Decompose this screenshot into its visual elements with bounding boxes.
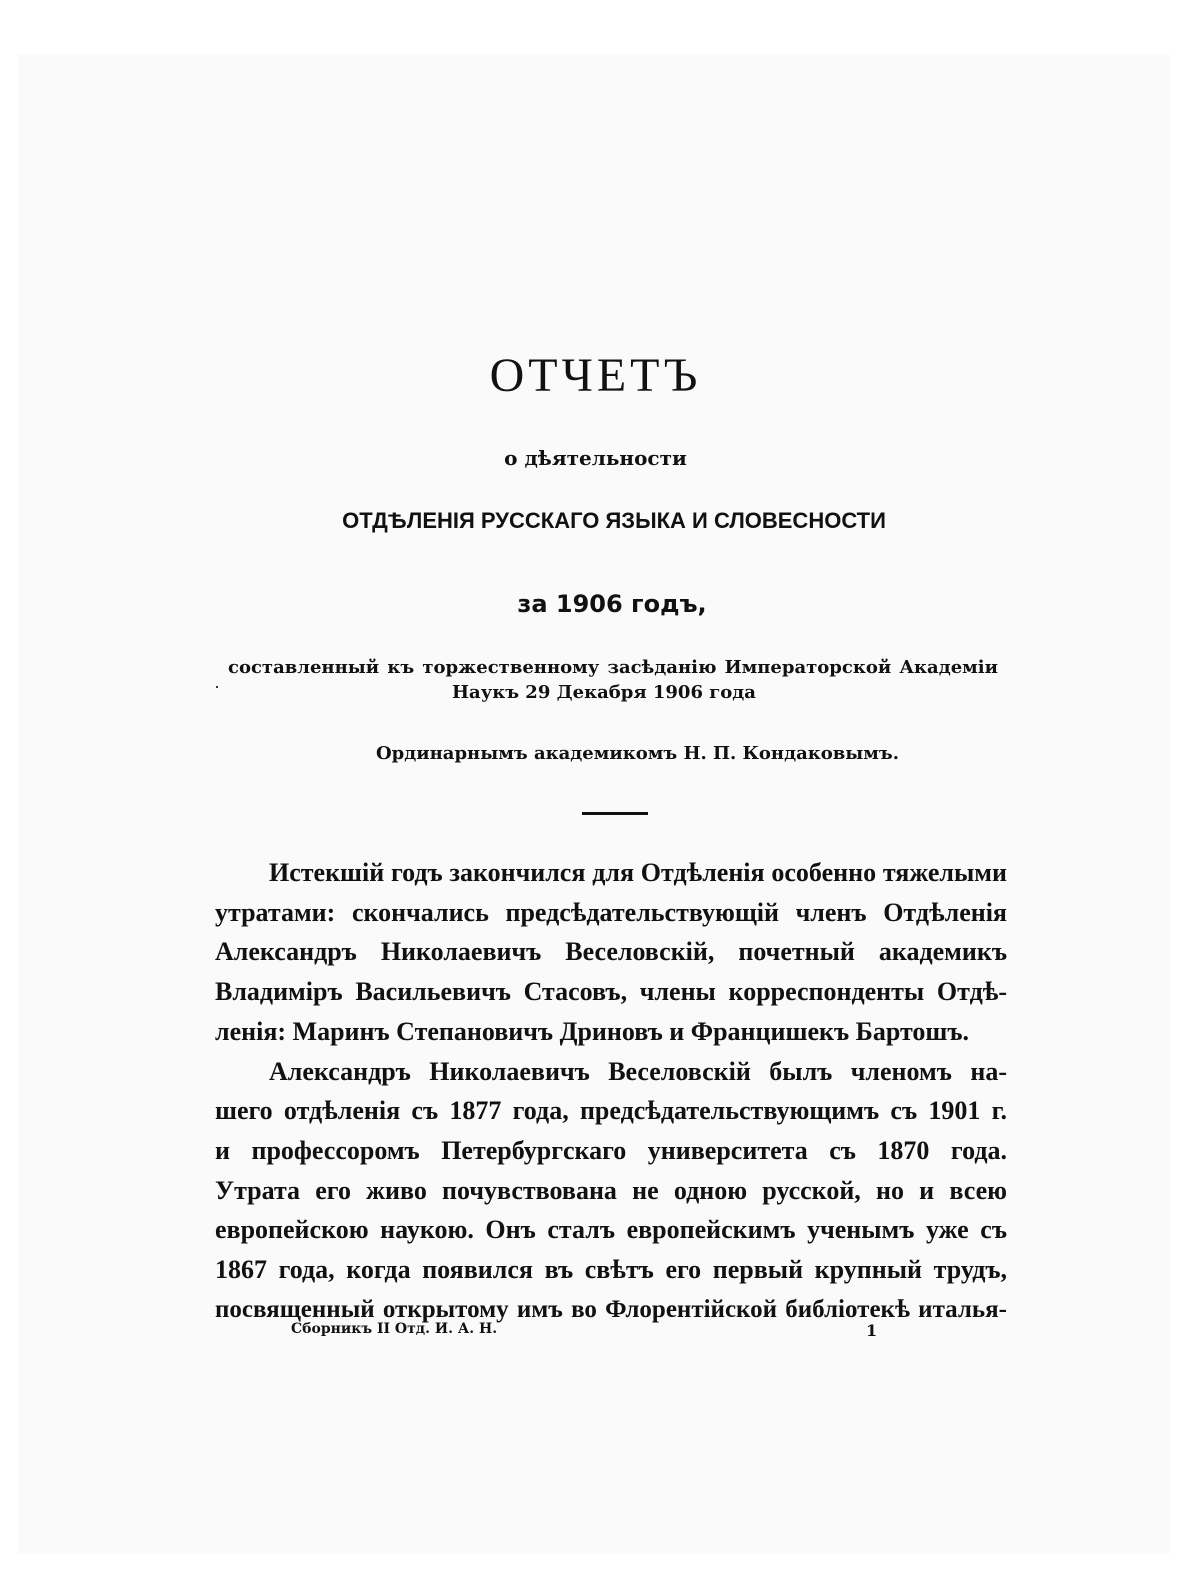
composed-note [228, 655, 998, 705]
department-heading: ОТДѢЛЕНІЯ РУССКАГО ЯЗЫКА И СЛОВЕСНОСТИ [342, 508, 886, 533]
footer-signature: Сборникъ II Отд. И. А. Н. [291, 1321, 498, 1337]
page-number: 1 [866, 1321, 878, 1340]
section-divider [582, 812, 648, 815]
report-subtitle: о дѣятельности [504, 446, 687, 470]
composed-line: составленный къ торжественному засѣданію Императорской Академіи [228, 657, 998, 678]
report-title: ОТЧЕТЪ [489, 349, 702, 402]
body-line: Александръ Николаевичъ Веселовскій былъ членомъ на- [269, 1056, 1007, 1086]
body-line: ленія: Маринъ Степановичъ Дриновъ и Францишекъ Бартошъ. [215, 1016, 969, 1046]
author-byline: Ординарнымъ академикомъ Н. П. Кондаковымъ. [376, 743, 899, 764]
body-line: Александръ Николаевичъ Веселовскій, почетный академикъ [215, 937, 1007, 967]
body-line: утратами: скончались предсѣдательствующій членъ Отдѣленія [215, 897, 1007, 927]
body-line: шего отдѣленія съ 1877 года, предсѣдательствующимъ съ 1901 г. [215, 1096, 1007, 1126]
print-speck [216, 686, 218, 688]
year-line: за 1906 годъ, [517, 590, 707, 618]
body-line: Владиміръ Васильевичъ Стасовъ, члены корреспонденты Отдѣ- [215, 977, 1007, 1007]
body-text [215, 853, 1007, 1329]
body-line: посвященный открытому имъ во Флорентійской библіотекѣ италья- [215, 1295, 1007, 1323]
body-line: Утрата его живо почувствована не одною русской, но и всею [215, 1175, 1007, 1205]
body-line: Истекшій годъ закончился для Отдѣленія особенно тяжелыми [269, 858, 1007, 887]
composed-line: Наукъ 29 Декабря 1906 года [452, 682, 756, 703]
body-line: европейскою наукою. Онъ сталъ европейскимъ ученымъ уже съ [215, 1215, 1007, 1245]
body-line: и профессоромъ Петербургскаго университета съ 1870 года. [215, 1135, 1007, 1165]
body-line: 1867 года, когда появился въ свѣтъ его первый крупный трудъ, [215, 1255, 1007, 1285]
